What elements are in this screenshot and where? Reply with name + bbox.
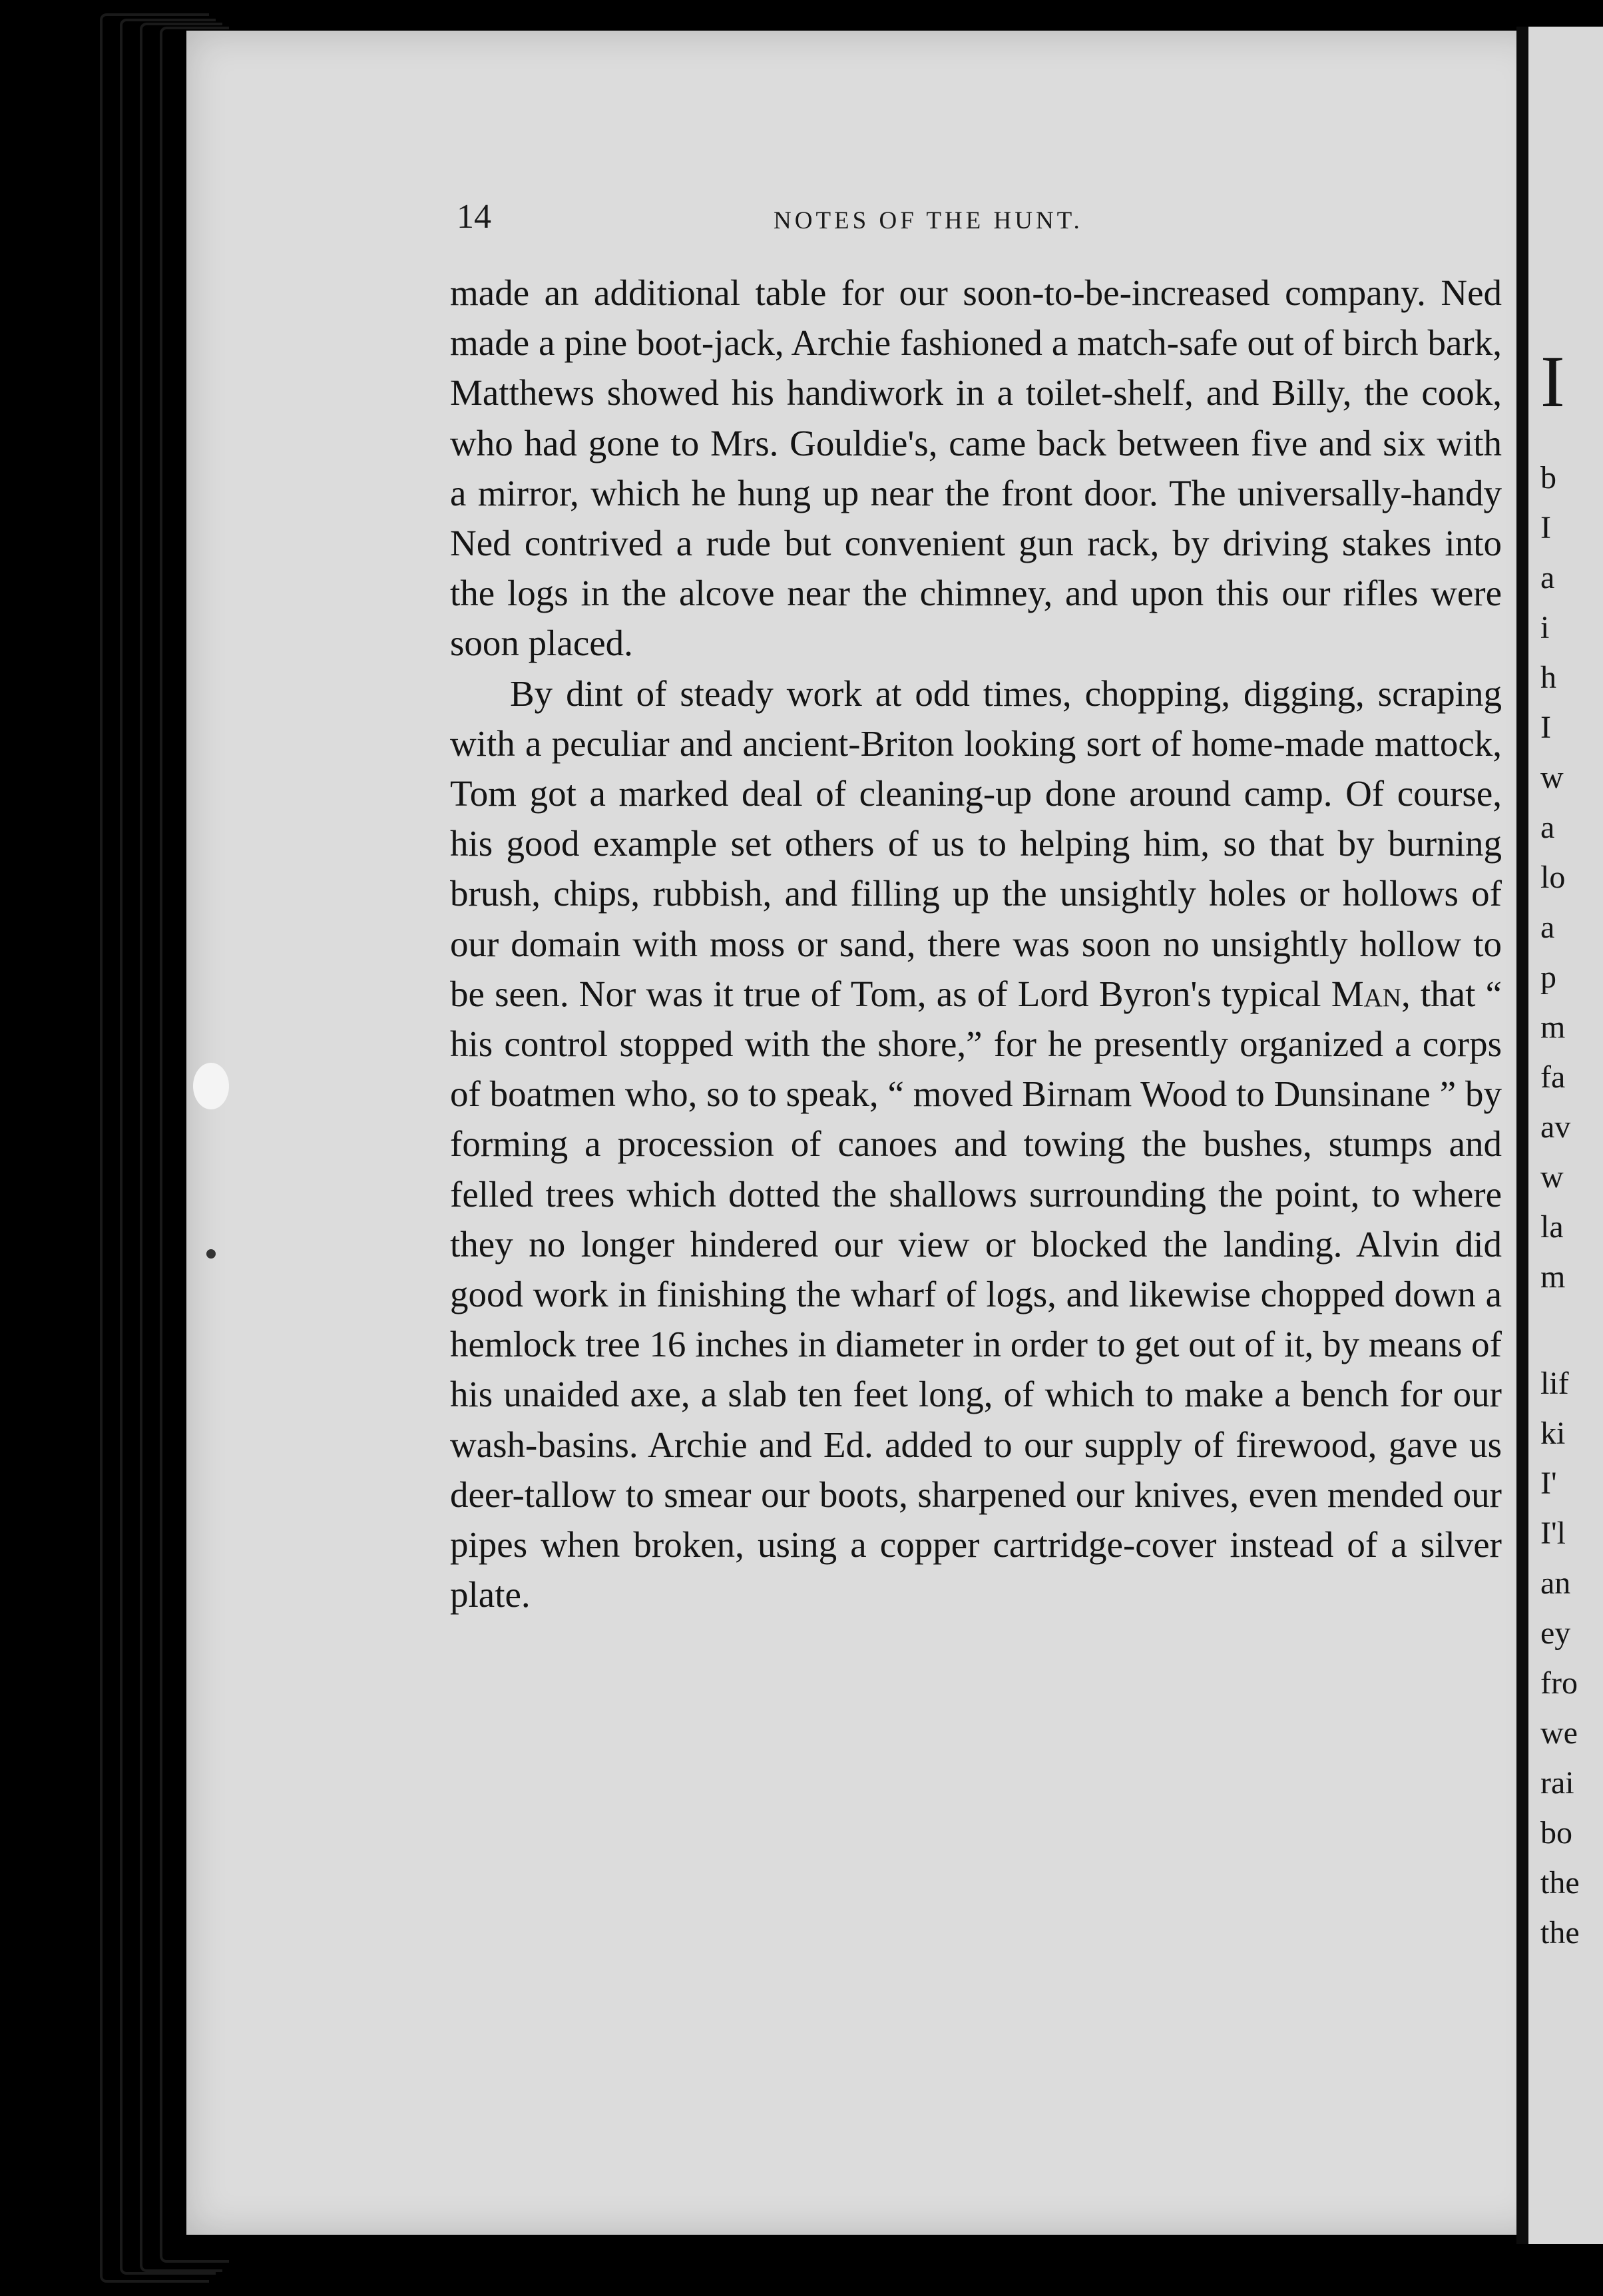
facing-page-text: lo <box>1540 860 1566 895</box>
facing-page-text: an <box>1540 1566 1571 1601</box>
running-head-title: NOTES OF THE HUNT. <box>774 207 1083 234</box>
facing-page-text: w <box>1540 1159 1564 1195</box>
facing-page-text: a <box>1540 910 1555 945</box>
facing-page-text: w <box>1540 760 1564 795</box>
book-gutter <box>1516 27 1528 2244</box>
facing-page-text: m <box>1540 1009 1566 1045</box>
page-number: 14 <box>457 198 491 236</box>
paper-blemish <box>206 1249 216 1259</box>
facing-page-text: m <box>1540 1259 1566 1294</box>
facing-page-text: a <box>1540 560 1555 595</box>
paragraph-text: , that “ his control stopped with the shore,” for he presently organized a corps of boatmen who, so to speak, “ moved Birnam Wood to Dunsinane ” by forming a procession of canoes and towing the bushes, stumps and felled trees which dotted the shallows surrounding the point, to where they no longer hindered our view or blocked the landing. Alvin did good work in finishing the wharf of logs, and likewise chopped down a hemlock tree 16 inches in diameter in order to get out of it, by means of his unaided axe, a slab ten feet long, of which to make a bench for our wash-basins. Archie and Ed. added to our supply of firewood, gave us deer-tallow to smear our boots, sharpened our knives, even mended our pipes when broken, using a copper cartridge-cover instead of a silver plate. <box>450 973 1502 1615</box>
facing-page-text: b <box>1540 460 1556 495</box>
paragraph <box>450 669 1502 1620</box>
paragraph-text: By dint of steady work at odd times, chopping, digging, scraping with a peculiar and ancient-Briton looking sort of home-made mattock, Tom got a marked deal of cleaning-up done around camp. Of course, his good example set others of us to helping him, so that by burning brush, chips, rubbish, and filling up the unsightly holes or hollows of our domain with moss or sand, there was soon no unsightly hollow to be seen. Nor was it true of Tom, as of Lord Byron's typical <box>450 673 1502 1014</box>
facing-page-text: I' <box>1540 1466 1557 1501</box>
facing-page-text: rai <box>1540 1765 1574 1801</box>
facing-page-text: i <box>1540 610 1550 645</box>
facing-page-text: fro <box>1540 1665 1578 1701</box>
body-text <box>450 268 1502 1619</box>
facing-page-text: p <box>1540 960 1556 995</box>
facing-page-text: bo <box>1540 1815 1572 1851</box>
facing-page-text: la <box>1540 1209 1564 1245</box>
facing-page-text: I <box>1540 710 1551 745</box>
running-head <box>457 197 1495 244</box>
facing-page-text: h <box>1540 660 1556 695</box>
facing-page-text: I'l <box>1540 1516 1566 1551</box>
facing-page-text: ki <box>1540 1416 1566 1451</box>
facing-page-text: av <box>1540 1109 1571 1145</box>
paragraph: made an additional table for our soon-to-be-increased company. Ned made a pine boot-jack, Archie fashioned a match-safe out of birch bark, Matthews showed his handiwork in a toilet-shelf, and Billy, the cook, who had gone to Mrs. Gouldie's, came back between five and six with a mirror, which he hung up near the front door. The universally-handy Ned contrived a rude but convenient gun rack, by driving stakes into the logs in the alcove near the chimney, and upon this our rifles were soon placed. <box>450 272 1502 664</box>
facing-page <box>1528 27 1603 2244</box>
facing-page-text: I <box>1540 510 1551 545</box>
facing-page-text: the <box>1540 1915 1580 1950</box>
facing-page-text: lif <box>1540 1366 1569 1401</box>
paper-blemish <box>193 1063 229 1109</box>
facing-page-text: we <box>1540 1715 1578 1751</box>
facing-page-text: the <box>1540 1865 1580 1900</box>
facing-page-text: I <box>1540 341 1565 422</box>
small-caps-word: Man <box>1331 973 1401 1014</box>
facing-page-text: ey <box>1540 1615 1571 1651</box>
facing-page-text: fa <box>1540 1059 1566 1095</box>
facing-page-text: a <box>1540 810 1555 845</box>
